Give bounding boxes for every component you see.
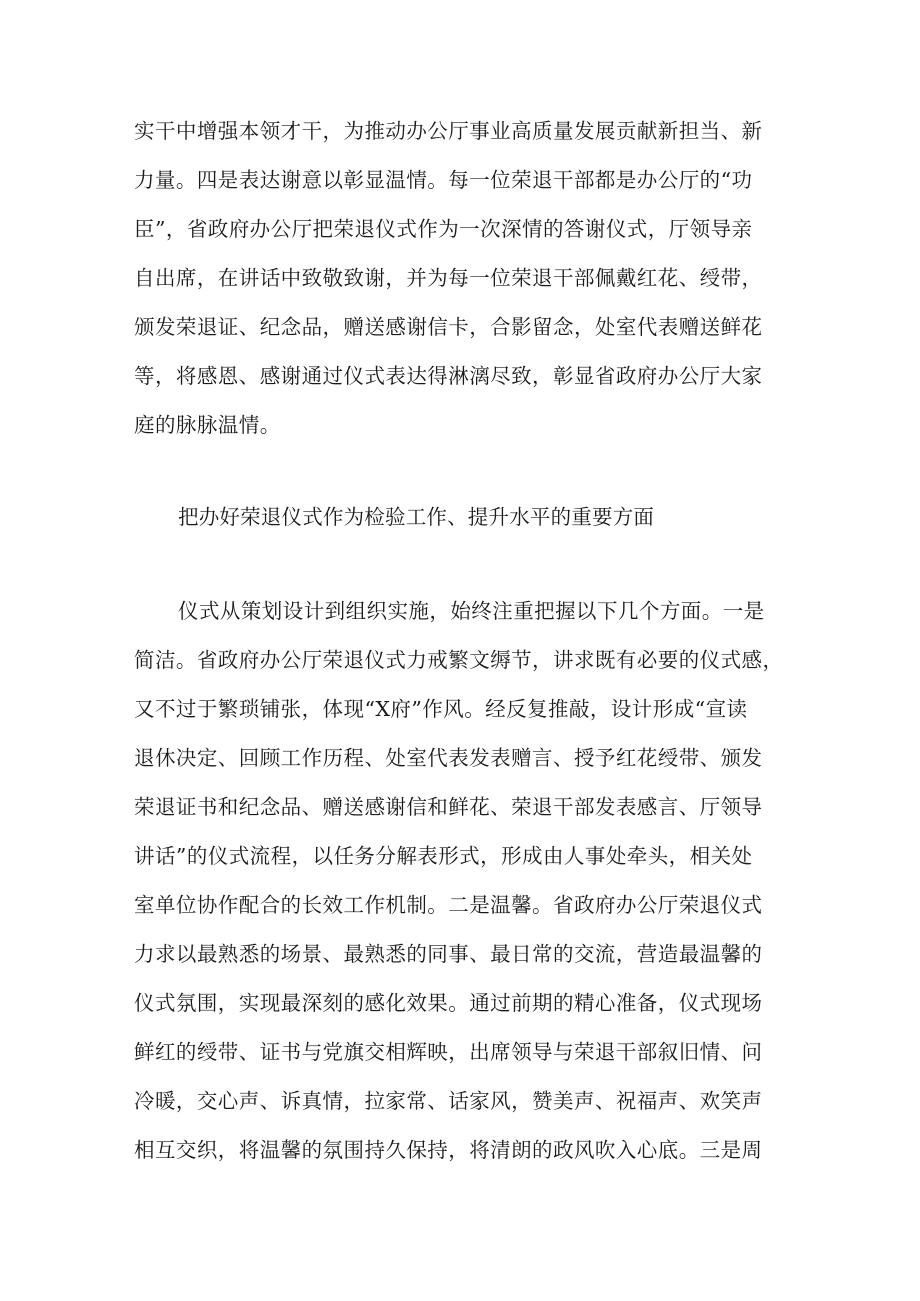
text-line: 仪式从策划设计到组织实施，始终注重把握以下几个方面。一是 xyxy=(178,599,765,623)
text-line: 等，将感恩、感谢通过仪式表达得淋漓尽致，彰显省政府办公厅大家 xyxy=(134,364,763,388)
text-line: 臣”，省政府办公厅把荣退仪式作为一次深情的答谢仪式，厅领导亲 xyxy=(134,217,753,241)
text-line: 鲜红的绶带、证书与党旗交相辉映，出席领导与荣退干部叙旧情、问 xyxy=(134,1040,763,1064)
text-line: 相互交织，将温馨的氛围持久保持，将清朗的政风吹入心底。三是周 xyxy=(134,1138,763,1162)
section-heading: 把办好荣退仪式作为检验工作、提升水平的重要方面 xyxy=(178,505,655,529)
text-line: 自出席，在讲话中致敬致谢，并为每一位荣退干部佩戴红花、绶带， xyxy=(134,266,763,290)
text-line: 又不过于繁琐铺张，体现“X府”作风。经反复推敲，设计形成“宣读 xyxy=(134,697,748,721)
text-line: 力求以最熟悉的场景、最熟悉的同事、最日常的交流，营造最温馨的 xyxy=(134,942,763,966)
text-line: 仪式氛围，实现最深刻的感化效果。通过前期的精心准备，仪式现场 xyxy=(134,991,763,1015)
text-line: 退休决定、回顾工作历程、处室代表发表赠言、授予红花绶带、颁发 xyxy=(134,746,763,770)
text-line: 室单位协作配合的长效工作机制。二是温馨。省政府办公厅荣退仪式 xyxy=(134,893,763,917)
text-line: 实干中增强本领才干，为推动办公厅事业高质量发展贡献新担当、新 xyxy=(134,119,763,143)
text-line: 讲话”的仪式流程，以任务分解表形式，形成由人事处牵头，相关处 xyxy=(134,844,753,868)
text-line: 力量。四是表达谢意以彰显温情。每一位荣退干部都是办公厅的“功 xyxy=(134,168,753,192)
text-line: 颁发荣退证、纪念品，赠送感谢信卡，合影留念，处室代表赠送鲜花 xyxy=(134,315,763,339)
text-line: 荣退证书和纪念品、赠送感谢信和鲜花、荣退干部发表感言、厅领导 xyxy=(134,795,763,819)
text-line: 庭的脉脉温情。 xyxy=(134,413,281,437)
text-line: 冷暖，交心声、诉真情，拉家常、话家风，赞美声、祝福声、欢笑声 xyxy=(134,1089,763,1113)
text-line: 简洁。省政府办公厅荣退仪式力戒繁文缛节，讲求既有必要的仪式感， xyxy=(134,648,784,672)
